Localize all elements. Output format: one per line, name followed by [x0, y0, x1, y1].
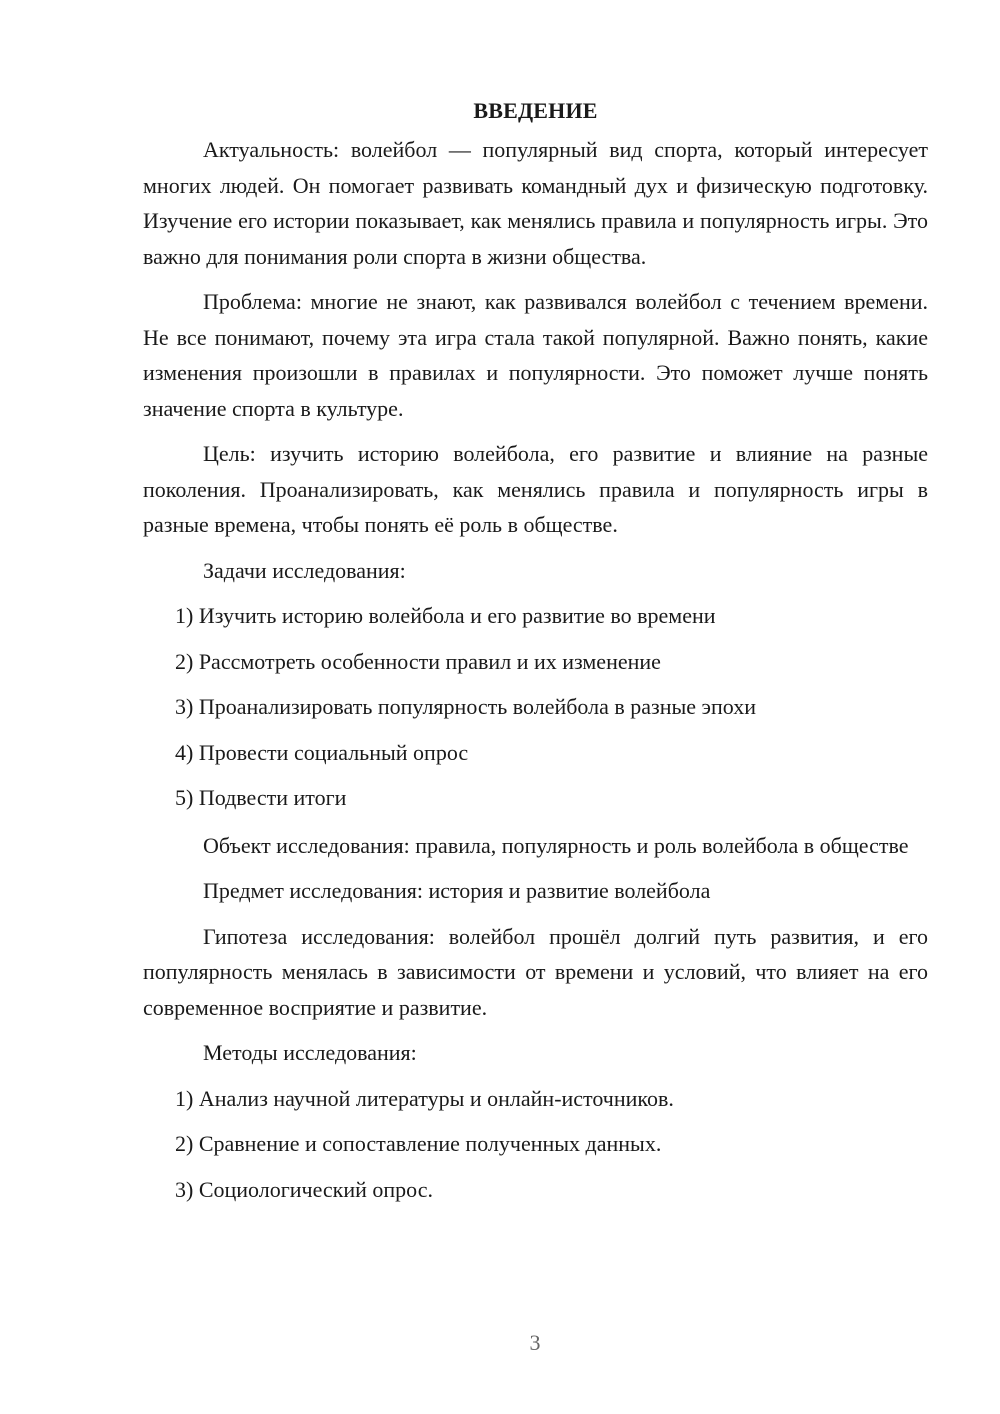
page-number: 3: [529, 1330, 541, 1355]
page-content: [143, 96, 928, 1219]
problem-paragraph: Проблема: многие не знают, как развивался волейбол с течением времени. Не все понимают, почему эта игра стала такой популярной. Важно понять, какие изменения произошли в правилах и популярности. Это поможет лучше понять значение спорта в культуре.: [143, 289, 928, 421]
method-item: 2) Сравнение и сопоставление полученных данных.: [175, 1131, 662, 1156]
goal-paragraph: Цель: изучить историю волейбола, его развитие и влияние на разные поколения. Проанализировать, как менялись правила и популярность игры в разные времена, чтобы понять её роль в обществе.: [143, 441, 928, 537]
methods-list: [143, 1081, 928, 1208]
page-title: ВВЕДЕНИЕ: [473, 98, 598, 123]
method-item: 1) Анализ научной литературы и онлайн-источников.: [175, 1085, 674, 1111]
tasks-list: [143, 598, 928, 816]
relevance-paragraph: Актуальность: волейбол — популярный вид спорта, который интересует многих людей. Он помогает развивать командный дух и физическую подготовку. Изучение его истории показывает, как менялись правила и популярность игры. Это важно для понимания роли спорта в жизни общества.: [143, 137, 928, 269]
methods-heading: Методы исследования:: [203, 1040, 417, 1065]
method-item: 3) Социологический опрос.: [175, 1176, 433, 1202]
task-item: 3) Проанализировать популярность волейбола в разные эпохи: [175, 694, 756, 719]
hypothesis-paragraph: Гипотеза исследования: волейбол прошёл долгий путь развития, и его популярность менялась в зависимости от времени и условий, что влияет на его современное восприятие и развитие.: [143, 923, 928, 1020]
task-item: 2) Рассмотреть особенности правил и их изменение: [175, 648, 661, 674]
subject-paragraph: Предмет исследования: история и развитие волейбола: [203, 878, 711, 903]
object-paragraph: Объект исследования: правила, популярность и роль волейбола в обществе: [203, 832, 909, 858]
task-item: 4) Провести социальный опрос: [175, 739, 469, 765]
task-item: 5) Подвести итоги: [175, 785, 347, 810]
task-item: 1) Изучить историю волейбола и его развитие во времени: [175, 603, 716, 628]
tasks-heading: Задачи исследования:: [203, 557, 406, 583]
